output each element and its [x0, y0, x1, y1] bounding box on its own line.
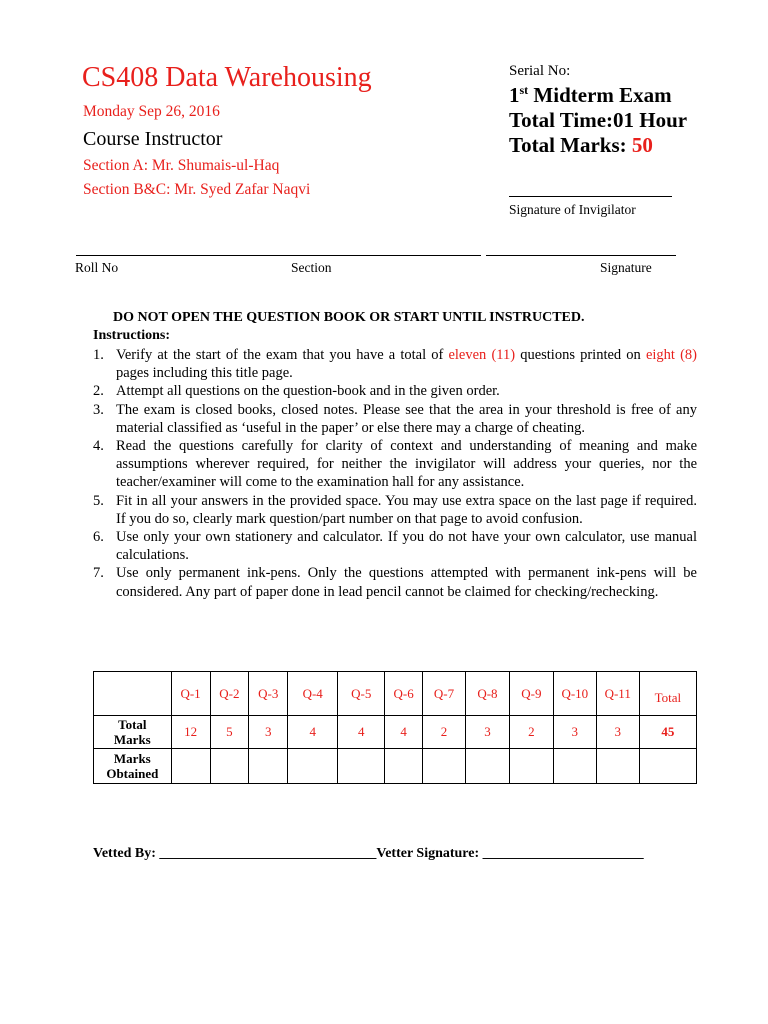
obtained-cell[interactable]	[171, 749, 210, 784]
instructions-heading: Instructions:	[93, 328, 171, 343]
roll-section-line[interactable]	[76, 255, 481, 256]
question-header: Q-11	[596, 672, 639, 716]
section-bc-instructor: Section B&C: Mr. Syed Zafar Naqvi	[83, 181, 311, 198]
total-marks-value: 50	[631, 133, 653, 157]
question-mark: 3	[596, 716, 639, 749]
question-mark: 4	[288, 716, 338, 749]
instruction-item: 5. Fit in all your answers in the provided space. You may use extra space on the last page if required. If you do so, clearly mark question/part number on that page to avoid confusion.	[93, 492, 697, 527]
obtained-cell[interactable]	[553, 749, 596, 784]
question-mark: 12	[171, 716, 210, 749]
obtained-cell[interactable]	[249, 749, 288, 784]
question-header: Q-9	[509, 672, 553, 716]
do-not-open-warning: DO NOT OPEN THE QUESTION BOOK OR START UNTIL INSTRUCTED.	[113, 310, 585, 325]
question-mark: 2	[509, 716, 553, 749]
instructor-heading: Course Instructor	[83, 128, 223, 150]
obtained-cell[interactable]	[288, 749, 338, 784]
total-marks-row	[94, 716, 697, 749]
question-mark: 2	[423, 716, 466, 749]
marks-table	[93, 671, 697, 784]
question-header: Q-5	[338, 672, 385, 716]
instruction-item: 7. Use only permanent ink-pens. Only the questions attempted with permanent ink-pens will be considered. Any part of paper done in lead pencil cannot be claimed for checking/rechecking.	[93, 565, 697, 600]
obtained-cell[interactable]	[385, 749, 423, 784]
exam-date: Monday Sep 26, 2016	[83, 103, 220, 120]
exam-name: 1st Midterm Exam	[509, 83, 672, 107]
table-corner-cell	[94, 672, 172, 716]
signature-label: Signature	[600, 260, 652, 275]
table-header-row	[94, 672, 697, 716]
question-mark: 4	[385, 716, 423, 749]
question-header: Q-1	[171, 672, 210, 716]
question-header: Q-8	[465, 672, 509, 716]
question-header: Q-4	[288, 672, 338, 716]
obtained-cell[interactable]	[465, 749, 509, 784]
marks-obtained-row	[94, 749, 697, 784]
obtained-cell[interactable]	[210, 749, 249, 784]
question-header: Q-2	[210, 672, 249, 716]
question-header: Q-7	[423, 672, 466, 716]
section-a-instructor: Section A: Mr. Shumais-ul-Haq	[83, 157, 280, 174]
total-time: Total Time:01 Hour	[509, 108, 688, 132]
total-marks: Total Marks: 50	[509, 133, 653, 157]
instruction-item: 6. Use only your own stationery and calculator. If you do not have your own calculator, use manual calculations.	[93, 529, 697, 564]
marks-obtained-row-label: Marks Obtained	[94, 749, 172, 784]
obtained-cell[interactable]	[509, 749, 553, 784]
question-header: Q-6	[385, 672, 423, 716]
question-header: Q-3	[249, 672, 288, 716]
total-marks-row-label: Total Marks	[94, 716, 172, 749]
instructions-list	[93, 346, 697, 601]
question-mark: 4	[338, 716, 385, 749]
invigilator-signature-line[interactable]	[509, 196, 672, 197]
student-signature-line[interactable]	[486, 255, 676, 256]
obtained-cell[interactable]	[596, 749, 639, 784]
instruction-item: 4. Read the questions carefully for clarity of context and understanding of meaning and make assumptions wherever required, for neither the invigilator will address your queries, nor the teacher/examiner will come to the examination hall for any assistance.	[93, 438, 697, 491]
question-mark: 3	[249, 716, 288, 749]
vetted-by-line: Vetted By: _______________________________Vetter Signature: _______________________	[93, 846, 644, 861]
roll-no-label: Roll No	[75, 260, 119, 275]
total-marks-sum: 45	[639, 716, 696, 749]
serial-number-label: Serial No:	[509, 63, 571, 79]
obtained-total-cell[interactable]	[639, 749, 696, 784]
course-title: CS408 Data Warehousing	[82, 62, 372, 93]
question-mark: 3	[465, 716, 509, 749]
obtained-cell[interactable]	[423, 749, 466, 784]
instruction-item: 2. Attempt all questions on the question-book and in the given order.	[93, 383, 500, 400]
total-header: Total	[639, 672, 696, 716]
obtained-cell[interactable]	[338, 749, 385, 784]
instruction-item: 1. Verify at the start of the exam that you have a total of eleven (11) questions printed on eight (8) pages including this title page.	[93, 347, 697, 382]
section-label: Section	[291, 260, 332, 275]
instruction-item: 3. The exam is closed books, closed notes. Please see that the area in your threshold is free of any material classified as ‘useful in the paper’ or else there may a charge of cheating.	[93, 401, 697, 436]
question-mark: 3	[553, 716, 596, 749]
invigilator-signature-label: Signature of Invigilator	[509, 202, 636, 217]
question-mark: 5	[210, 716, 249, 749]
question-header: Q-10	[553, 672, 596, 716]
